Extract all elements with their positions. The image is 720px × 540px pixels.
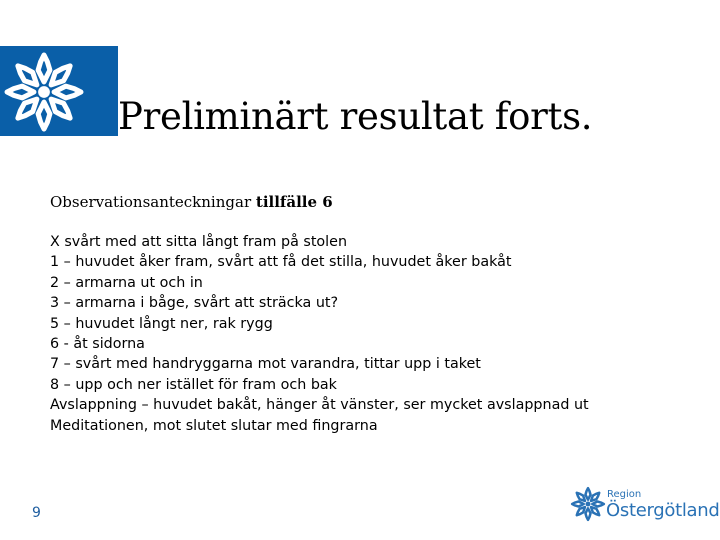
subheading-regular: Observationsanteckningar bbox=[50, 193, 256, 211]
note-line: 2 – armarna ut och in bbox=[50, 274, 203, 291]
note-line: 8 – upp och ner istället för fram och bak bbox=[50, 376, 337, 393]
note-line: 3 – armarna i båge, svårt att sträcka ut? bbox=[50, 295, 339, 312]
observation-notes-list bbox=[50, 232, 589, 436]
flower-logo-icon bbox=[2, 50, 86, 134]
logo-block bbox=[0, 46, 118, 136]
page-number: 9 bbox=[32, 505, 41, 521]
note-line: Avslappning – huvudet bakåt, hänger åt vänster, ser mycket avslappnad ut bbox=[50, 397, 589, 414]
note-line: 1 – huvudet åker fram, svårt att få det stilla, huvudet åker bakåt bbox=[50, 254, 512, 271]
note-line: Meditationen, mot slutet slutar med fingrarna bbox=[50, 417, 378, 434]
note-line: 6 - åt sidorna bbox=[50, 336, 145, 353]
subheading-bold: tillfälle 6 bbox=[255, 193, 333, 211]
region-brand-logo bbox=[570, 486, 720, 526]
subheading bbox=[50, 192, 333, 212]
note-line: 5 – huvudet långt ner, rak rygg bbox=[50, 315, 273, 332]
brand-region-label: Region bbox=[607, 489, 642, 500]
brand-region-name: Östergötland bbox=[606, 500, 720, 521]
note-line: 7 – svårt med handryggarna mot varandra, tittar upp i taket bbox=[50, 356, 481, 373]
flower-icon bbox=[570, 486, 606, 522]
slide-title: Preliminärt resultat forts. bbox=[118, 95, 593, 138]
note-line: X svårt med att sitta långt fram på stolen bbox=[50, 234, 348, 250]
